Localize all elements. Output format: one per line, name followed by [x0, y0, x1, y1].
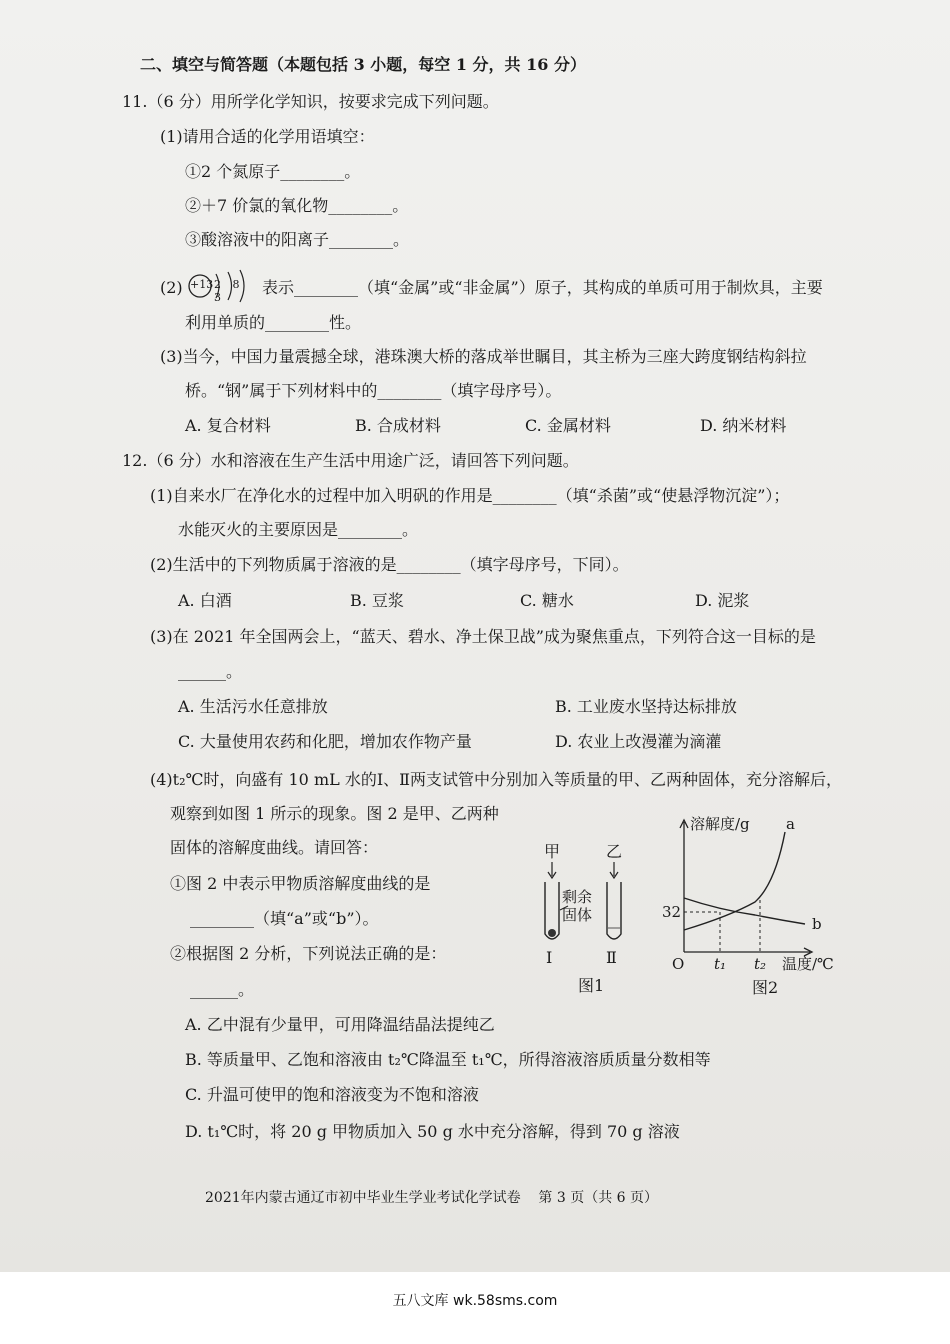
q12-part4-sub2-blank: ______。 [190, 980, 255, 999]
atom-structure-diagram [186, 266, 258, 306]
q12-part3-option-d: D. 农业上改漫灌为滴灌 [555, 732, 722, 751]
q12-part4-sub1: ①图 2 中表示甲物质溶解度曲线的是 [170, 874, 431, 893]
q12-part2-option-d: D. 泥浆 [695, 591, 750, 610]
figure2-caption: 图2 [752, 978, 779, 997]
q12-part3-option-a: A. 生活污水任意排放 [178, 697, 328, 716]
curve-a [684, 832, 785, 930]
figure2-origin: O [672, 955, 685, 973]
q11-part1-item1: ①2 个氮原子________。 [185, 162, 361, 181]
q11-part3-cont: 桥。“钢”属于下列材料中的________（填字母序号）。 [185, 381, 562, 400]
q12-part4-sub1-cont: ________（填“a”或“b”）。 [190, 909, 379, 928]
figure2-xlabel: 温度/℃ [782, 955, 834, 973]
page-footer: 2021年内蒙古通辽市初中毕业生学业考试化学试卷 第 3 页（共 6 页） [205, 1190, 659, 1206]
q12-part3: (3)在 2021 年全国两会上，“蓝天、碧水、净土保卫战”成为聚焦重点，下列符合这一目标的是 [150, 627, 816, 646]
q11-option-b: B. 合成材料 [355, 416, 441, 435]
figure1-label-jia: 甲 [544, 842, 561, 861]
figure1-label-yi: 乙 [606, 842, 623, 861]
figure2-ylabel: 溶解度/g [690, 815, 750, 833]
atom-electron-shells: 2 8 3 [214, 278, 244, 304]
q12-part3-option-b: B. 工业废水坚持达标排放 [555, 697, 737, 716]
q12-stem: 12.（6 分）水和溶液在生产生活中用途广泛，请回答下列问题。 [122, 451, 579, 470]
figure1-tube-1: Ⅰ [546, 948, 553, 967]
q11-part2-text: 表示________（填“金属”或“非金属”）原子，其构成的单质可用于制炊具，主要 [262, 278, 823, 297]
q11-part1: (1)请用合适的化学用语填空： [160, 127, 375, 146]
q12-part4-option-b: B. 等质量甲、乙饱和溶液由 t₂℃降温至 t₁℃，所得溶液溶质质量分数相等 [185, 1050, 711, 1069]
q11-part2-prefix: (2) [160, 278, 183, 297]
curve-b [684, 898, 805, 924]
atom-nucleus-charge: +13 [190, 278, 214, 291]
q12-part2-option-c: C. 糖水 [520, 591, 574, 610]
figure1-caption: 图1 [578, 976, 605, 995]
q11-option-a: A. 复合材料 [185, 416, 271, 435]
q12-part4-option-a: A. 乙中混有少量甲，可用降温结晶法提纯乙 [185, 1015, 495, 1034]
figure1-test-tubes [540, 840, 650, 1000]
q11-part3: (3)当今，中国力量震撼全球，港珠澳大桥的落成举世瞩目，其主桥为三座大跨度钢结构斜拉 [160, 347, 807, 366]
figure2-y-tick-32: 32 [662, 903, 682, 921]
q11-stem: 11.（6 分）用所学化学知识，按要求完成下列问题。 [122, 92, 499, 111]
q12-part4-option-c: C. 升温可使甲的饱和溶液变为不饱和溶液 [185, 1085, 479, 1104]
figure2-t2: t₂ [754, 955, 767, 973]
q11-option-d: D. 纳米材料 [700, 416, 787, 435]
figure1-label-residue: 剩余固体 [562, 888, 593, 924]
q12-part2-option-a: A. 白酒 [178, 591, 232, 610]
q12-part3-option-c: C. 大量使用农药和化肥，增加农作物产量 [178, 732, 472, 751]
q12-part1-cont: 水能灭火的主要原因是________。 [178, 520, 419, 539]
q11-part2-cont: 利用单质的________性。 [185, 313, 362, 332]
q12-part2: (2)生活中的下列物质属于溶液的是________（填字母序号，下同）。 [150, 555, 629, 574]
q12-part4: (4)t₂℃时，向盛有 10 mL 水的Ⅰ、Ⅱ两支试管中分别加入等质量的甲、乙两种固体，充分溶解后， [150, 770, 843, 789]
q11-option-c: C. 金属材料 [525, 416, 611, 435]
q11-part1-item2: ②＋7 价氯的氧化物________。 [185, 196, 409, 215]
q11-part1-item3: ③酸溶液中的阳离子________。 [185, 230, 410, 249]
q12-part4-sub2: ②根据图 2 分析，下列说法正确的是： [170, 944, 447, 963]
q12-part1: (1)自来水厂在净化水的过程中加入明矾的作用是________（填“杀菌”或“使悬浮物沉淀”）； [150, 486, 790, 505]
q12-part3-blank: ______。 [178, 662, 243, 681]
figure1-tube-2: Ⅱ [606, 948, 617, 967]
q12-part4-line3: 固体的溶解度曲线。请回答： [170, 838, 379, 857]
site-footer: 五八文库 wk.58sms.com [392, 1293, 558, 1309]
figure2-t1: t₁ [714, 955, 727, 973]
q12-part4-option-d: D. t₁℃时，将 20 g 甲物质加入 50 g 水中充分溶解，得到 70 g 溶液 [185, 1122, 680, 1141]
q12-part2-option-b: B. 豆浆 [350, 591, 404, 610]
q12-part4-line2: 观察到如图 1 所示的现象。图 2 是甲、乙两种 [170, 804, 499, 823]
figure2-curve-b-label: b [812, 915, 822, 933]
figure2-curve-a-label: a [786, 815, 795, 833]
section-heading: 二、填空与简答题（本题包括 3 小题，每空 1 分，共 16 分） [140, 55, 586, 74]
figure2-solubility-chart [660, 812, 840, 1002]
